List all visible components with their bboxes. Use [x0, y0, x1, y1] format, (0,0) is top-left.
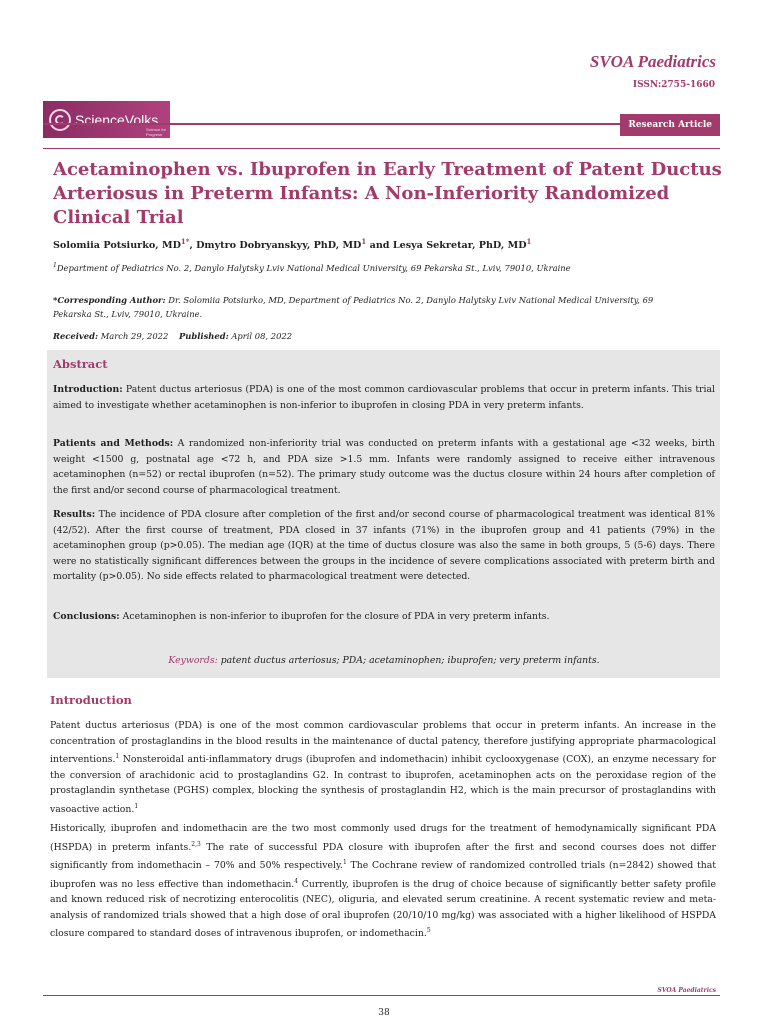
section-label: Patients and Methods:	[53, 438, 174, 449]
citation: 1	[134, 802, 139, 810]
affiliation-text: Department of Pediatrics No. 2, Danylo Halytsky Lviv National Medical University, 69 Pekarska St., Lviv, 79010, Ukraine	[56, 262, 571, 273]
author-sup: 1	[361, 237, 367, 246]
corresponding-label: *Corresponding Author:	[53, 295, 166, 305]
abstract-heading: Abstract	[53, 357, 108, 371]
header-rule-2	[43, 148, 720, 149]
affiliation-sup: 1	[53, 262, 57, 269]
section-text: A randomized non-inferiority trial was conducted on preterm infants with a gestational age <32 weeks, birth weight <1500 g, postnatal age <72 h, and PDA size >1.5 mm. Infants were randomly assigned to receive either intravenous acetaminophen (n=52) or rectal ibuprofen (n=52). The primary study outcome was the ductus closure within 24 hours after completion of the first and/or second course of pharmacological treatment.	[53, 438, 715, 496]
intro-paragraph-2	[50, 821, 716, 942]
citation: 1	[115, 753, 120, 760]
published-date: April 08, 2022	[228, 331, 293, 341]
publisher-logo	[43, 101, 170, 138]
section-label: Conclusions:	[53, 611, 120, 622]
paragraph-text: Currently, ibuprofen is the drug of choice because of significantly better safety profile and known reduced risk of necrotizing enterocolitis (NEC), oliguria, and elevated serum creatinine. A recent systematic review and meta-analysis of randomized trials showed that a high dose of oral ibuprofen (20/10/10 mg/kg) was associated with a higher likelihood of HSPDA closure compared to standard doses of intravenous ibuprofen, or indomethacin.	[50, 878, 716, 940]
footer-rule	[43, 995, 720, 996]
citation: 1	[342, 859, 347, 867]
introduction-heading: Introduction	[50, 693, 132, 707]
dates	[53, 331, 292, 341]
issn-label: ISSN:2755-1660	[632, 80, 715, 90]
author-list	[53, 237, 531, 251]
logo-subtext: Science for Progress	[146, 127, 167, 137]
abstract-introduction	[53, 382, 715, 413]
citation: 4	[294, 877, 299, 885]
journal-name: SVOA Paediatrics	[589, 52, 716, 71]
header-rule	[43, 123, 720, 125]
section-text: Patent ductus arteriosus (PDA) is one of the most common cardiovascular problems that occur in preterm infants. This trial aimed to investigate whether acetaminophen is non-inferior to ibuprofen in closing PDA in very preterm infants.	[53, 384, 715, 411]
abstract-results	[53, 507, 715, 585]
logo-text: ScienceVolks	[75, 111, 159, 128]
keywords-label: Keywords:	[168, 655, 218, 666]
keywords-text: patent ductus arteriosus; PDA; acetaminophen; ibuprofen; very preterm infants.	[217, 655, 600, 666]
received-date: March 29, 2022	[98, 331, 169, 341]
author-name: and Lesya Sekretar, PhD, MD	[366, 240, 527, 252]
abstract-methods	[53, 436, 715, 498]
section-text: Acetaminophen is non-inferior to ibuprofen for the closure of PDA in very preterm infants.	[119, 611, 550, 622]
author-name: , Dmytro Dobryanskyy, PhD, MD	[189, 240, 362, 252]
corresponding-text: Dr. Solomiia Potsiurko, MD, Department of Pediatrics No. 2, Danylo Halytsky Lviv National Medical University, 69 Pekarska St., Lviv, 79010, Ukraine.	[53, 295, 654, 319]
intro-paragraph-1	[50, 718, 716, 817]
paragraph-text: The rate of successful PDA closure with ibuprofen after the first and second courses does not differ significantly from indomethacin – 70% and 50% respectively.	[50, 841, 716, 872]
article-title: Acetaminophen vs. Ibuprofen in Early Treatment of Patent Ductus Arteriosus in Preterm Infants: A Non-Inferiority Randomized Clinical Trial	[53, 159, 722, 228]
abstract-conclusions	[53, 609, 715, 625]
author-sup: 1	[526, 237, 532, 246]
keywords	[53, 655, 715, 666]
published-label: Published:	[178, 331, 229, 341]
affiliation	[53, 262, 571, 273]
corresponding-author	[53, 293, 693, 321]
section-text: The incidence of PDA closure after completion of the first and/or second course of pharmacological treatment was identical 81% (42/52). After the first course of treatment, PDA closed in 37 infants (71%) in the ibuprofen group and 41 patients (79%) in the acetaminophen group (p>0.05). The median age (IQR) at the time of ductus closure was also the same in both groups, 5 (5-6) days. There were no statistically significant differences between the groups in the incidence of severe complications associated with preterm birth and mortality (p>0.05). No side effects related to pharmacological treatment were detected.	[53, 509, 715, 582]
footer-journal: SVOA Paediatrics	[657, 987, 716, 994]
article-type-badge: Research Article	[620, 114, 720, 136]
paragraph-text: The Cochrane review of randomized controlled trials (n=2842) showed that ibuprofen was no less effective than indomethacin.	[50, 860, 717, 890]
citation: 2,3	[191, 840, 201, 848]
received-label: Received:	[53, 331, 99, 341]
author-sup: 1*	[180, 237, 190, 246]
paragraph-text: Patent ductus arteriosus (PDA) is one of the most common cardiovascular problems that occur in preterm infants. An increase in the concentration of prostaglandins in the blood results in the maintenance of ductal patency, therefore justifying appropriate pharmacological interventions.	[50, 720, 716, 766]
citation: 5	[426, 927, 431, 935]
logo-icon	[49, 109, 71, 131]
section-label: Introduction:	[53, 384, 123, 395]
page-number: 38	[378, 1008, 390, 1018]
section-label: Results:	[53, 509, 96, 520]
paragraph-text: Nonsteroidal anti-inflammatory drugs (ibuprofen and indomethacin) inhibit cyclooxygenase (COX), an enzyme necessary for the conversion of arachidonic acid to prostaglandins G2. In contrast to ibuprofen, acetaminophen acts on the peroxidase region of the prostaglandin synthetase (PGHS) complex, blocking the synthesis of prostaglandin H2, which is the main precursor of prostaglandins with vasoactive action.	[50, 754, 716, 815]
paragraph-text: Historically, ibuprofen and indomethacin are the two most commonly used drugs for the treatment of hemodynamically significant PDA (HSPDA) in preterm infants.	[50, 823, 716, 853]
author-name: Solomiia Potsiurko, MD	[53, 240, 181, 252]
